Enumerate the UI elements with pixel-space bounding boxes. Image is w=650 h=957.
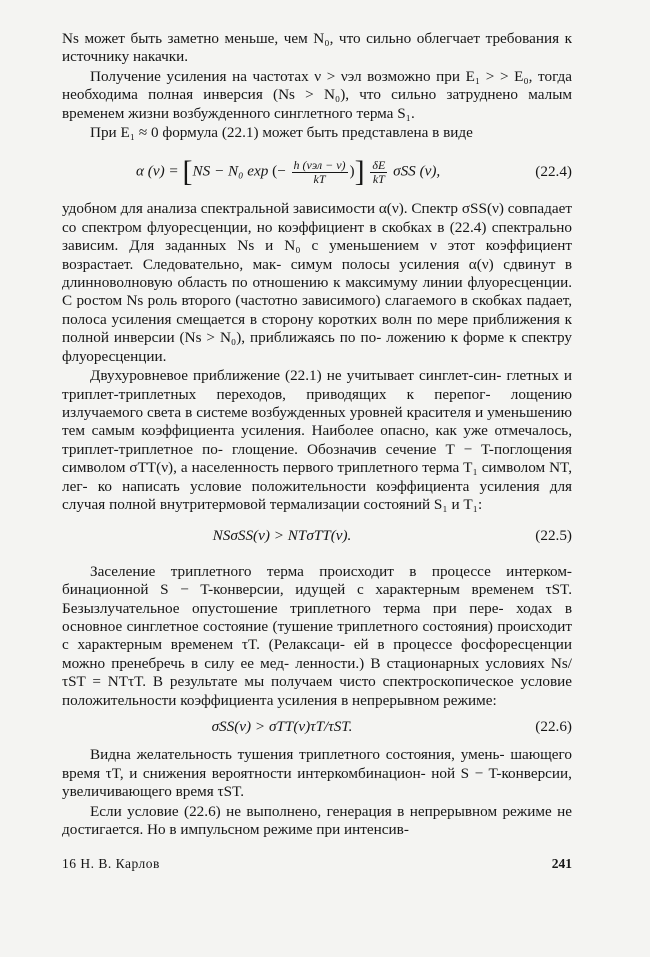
paren-close: ) (349, 162, 355, 180)
text-line: полоса усиления смещается в сторону коротких волн по мере (62, 310, 468, 328)
paragraph-7 (62, 746, 572, 801)
equation-tail: σSS (ν), (393, 162, 441, 180)
text-line: ной S − T-конверсии, увеличивающего время τST. (62, 764, 572, 801)
text-line: ленности.) В стационарных условиях Ns/τST = NTτT. В результате (62, 654, 572, 691)
text-line: затруднено малым временем жизни возбужденного синглетного (62, 86, 573, 122)
equation-body: σSS(ν) > σTT(ν)τT/τST. (211, 718, 353, 736)
text-line: глетных и триплет-триплетных переходов, приводящих к перепог- (62, 367, 573, 403)
paren-open: (− (272, 162, 286, 180)
paragraph-1 (62, 30, 572, 67)
fraction-numerator: h (νэл − ν) (293, 157, 346, 172)
text-line: симум полосы усиления α(ν) сдвинут в длинноволновую область (62, 255, 573, 292)
fraction-energy (370, 159, 387, 186)
text-line: уменьшением ν этот коэффициент возрастает. Следовательно, мак- (62, 237, 572, 273)
text-line: красителя и уменьшению тем самым коэффициента усиления. (62, 403, 572, 440)
paragraph-3 (62, 124, 572, 142)
bracket-open: [ (182, 155, 193, 189)
fraction-exponent (292, 159, 348, 186)
page-number: 241 (551, 856, 572, 871)
text-line: состояния) происходит с характерным временем τT. (Релаксаци- (62, 617, 572, 654)
text-line: удобном для анализа спектральной зависимости α(ν). Спектр (62, 200, 459, 218)
text-line: Если условие (22.6) не выполнено, генерация в непрерывном (90, 802, 498, 820)
text-line: скобках в (22.4) спектрально зависим. Для заданных Ns и N₀ с (62, 218, 573, 255)
text-line: бинационной S − T-конверсии, идущей с характерным временем (62, 581, 534, 599)
text-line: требования к источнику накачки. (62, 30, 572, 66)
fraction-numerator: δE (372, 157, 386, 172)
paragraph-4 (62, 200, 572, 366)
text-line: σSS(ν) совпадает со спектром флуоресценции, но коэффициент в (62, 200, 572, 236)
equation-body: NSσSS(ν) > NTσTT(ν). (212, 526, 352, 544)
equation-term: NS − N₀ exp (192, 162, 269, 180)
footer-signature: 16 Н. В. Карлов (62, 856, 160, 871)
equation-22-6 (62, 718, 572, 736)
text-line: по отношению к максимуму линии флуоресценции. С ростом Ns (62, 274, 572, 310)
text-line: Ns может быть заметно меньше, чем N₀, что сильно облегчает (62, 30, 481, 47)
page-footer (62, 856, 572, 872)
equation-22-5 (62, 526, 572, 544)
text-line: приближения к полной инверсии (Ns > N₀), приближаясь по по- (62, 310, 572, 347)
text-line: режиме не достигается. Но в импульсном режиме при интенсив- (62, 802, 572, 838)
text-line: ложению к форме к спектру флуоресценции. (62, 329, 573, 365)
text-line: Двухуровневое приближение (22.1) не учитывает синглет-син- (90, 367, 502, 385)
equation-lhs: α (ν) = (136, 162, 179, 180)
equation-number: (22.6) (535, 718, 572, 736)
text-line: Наиболее опасно, как уже отмечалось, триплет-триплетное по- (62, 422, 573, 458)
text-line: и T₁: (451, 495, 483, 513)
text-line: При E₁ ≈ 0 формула (22.1) может быть представлена в виде (90, 124, 473, 142)
text-line: терма S₁. (356, 104, 415, 122)
text-line: τST. Безызлучательное опустошение триплетного терма при пере- (62, 581, 572, 617)
paragraph-2 (62, 68, 572, 123)
text-line: мы получаем чисто спектроскопическое условие положительности (62, 673, 572, 709)
text-line: для случая полной внутритермовой термализации состояний S₁ (62, 477, 573, 513)
paragraph-6 (62, 563, 572, 710)
paragraph-5 (62, 367, 572, 514)
text-line: Заселение триплетного терма происходит в процессе интерком- (90, 562, 572, 580)
text-line: роль второго (частотно зависимого) слагаемого в скобках падает, (147, 292, 572, 310)
fraction-denominator: kT (313, 171, 326, 186)
text-line: ходах в основное синглетное состояние (тушение триплетного (62, 599, 573, 635)
equation-body (62, 157, 502, 187)
text-line: Видна желательность тушения триплетного состояния, умень- (90, 746, 505, 764)
equation-number: (22.4) (535, 163, 572, 181)
text-line: шающего время τT, и снижения вероятности интеркомбинацион- (62, 746, 572, 782)
text-line: коэффициента усиления в непрерывном режиме: (180, 691, 497, 709)
text-line: а населенность первого триплетного терма T₁ символом NT, лег- (62, 459, 572, 495)
text-line: лощению излучаемого света в системе возбужденных уровней (62, 385, 573, 421)
text-line: глощение. Обозначив сечение T − T-поглощения символом σTT(ν), (62, 440, 572, 477)
text-line: ко написать условие положительности коэффициента усиления (97, 477, 540, 495)
fraction-denominator: kT (372, 171, 385, 186)
text-line: Получение усиления на частотах ν > νэл возможно при E₁ > (90, 67, 495, 85)
text-line: > E₀, тогда необходима полная инверсия (Ns > N₀), что сильно (62, 67, 573, 104)
text-line: ей в процессе фосфоресценции можно пренебречь в силу ее мед- (62, 636, 572, 672)
bracket-close: ] (354, 155, 365, 189)
equation-number: (22.5) (535, 526, 572, 544)
paragraph-8 (62, 803, 572, 840)
equation-22-4 (62, 150, 572, 194)
